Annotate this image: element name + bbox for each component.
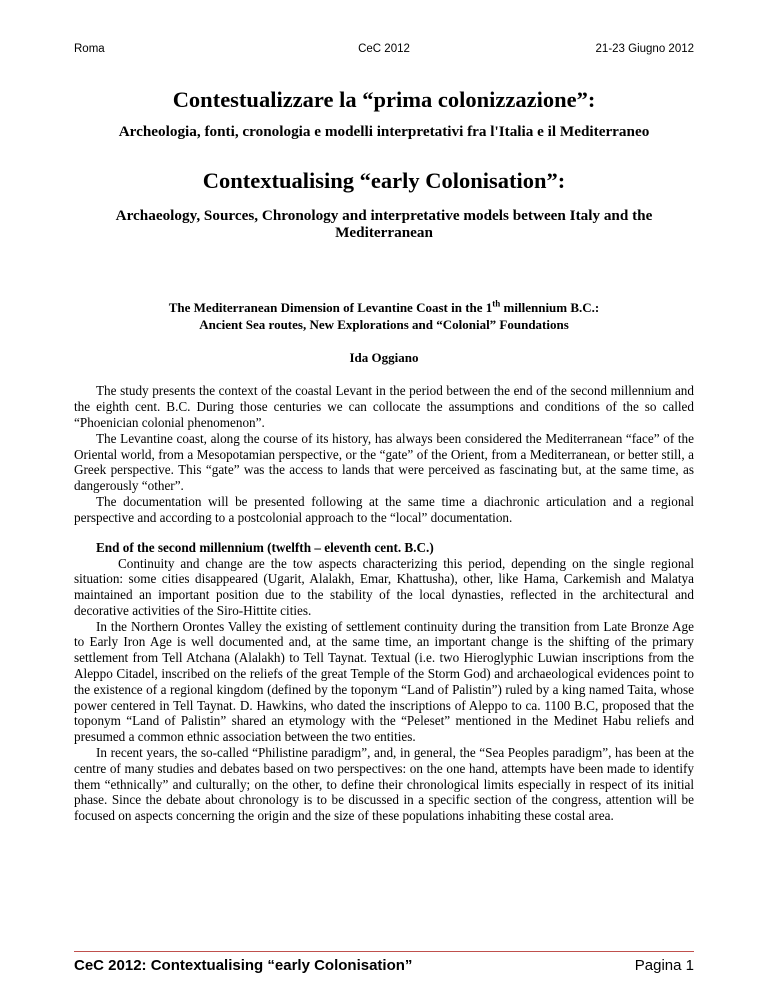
page-body bbox=[74, 86, 694, 824]
title-italian: Contestualizzare la “prima colonizzazione”: bbox=[172, 87, 596, 112]
author-name: Ida Oggiano bbox=[349, 350, 419, 366]
section-paragraph: In the Northern Orontes Valley the existing of settlement continuity during the transition from Late Bronze Age to Early Iron Age is well documented and, at the same time, an important change is the shifting of the primary settlement from Tell Atchana (Alalakh) to Tell Taynat. Textual (i.e. two Hieroglyphic Luwian inscriptions from the Aleppo Citadel, inscribed on the reliefs of the great Temple of the Storm God) and archaeological evidences point to the existence of a regional kingdom (defined by the toponym “Land of Palistin”) ruled by a king named Taita, whose power centered in Tell Taynat. D. Hawkins, who dated the inscriptions of Aleppo to ca. 1100 B.C, proposed that the toponym “Land of Palistin” shared an etymology with the “Peleset” mentioned in the Medinet Habu reliefs and presumed a common ethnic association between the two entities. bbox=[74, 618, 694, 745]
header-dates: 21-23 Giugno 2012 bbox=[595, 43, 694, 55]
title-english: Contextualising “early Colonisation”: bbox=[202, 168, 566, 193]
footer-page-number: Pagina 1 bbox=[634, 957, 694, 974]
paper-title-line2: Ancient Sea routes, New Explorations and “Colonial” Foundations bbox=[199, 317, 569, 333]
subtitle-italian: Archeologia, fonti, cronologia e modelli interpretativi fra l'Italia e il Mediterraneo bbox=[118, 123, 650, 140]
subtitle-english: Archaeology, Sources, Chronology and interpretative models between Italy and the Mediterranean bbox=[115, 207, 653, 241]
page-footer bbox=[74, 951, 694, 974]
paper-title-line1: The Mediterranean Dimension of Levantine Coast in the 1th millennium B.C.: bbox=[168, 299, 600, 316]
intro-paragraph: The study presents the context of the coastal Levant in the period between the end of the second millennium and the eighth cent. B.C. During those centuries we can collocate the assumptions and conditions of the so called “Phoenician colonial phenomenon”. bbox=[74, 383, 694, 430]
intro-paragraph: The Levantine coast, along the course of its history, has always been considered the Mediterranean “face” of the Oriental world, from a Mesopotamian perspective, or the “gate” of the Orient, from a Mediterranean, or better still, a Greek perspective. This “gate” was the access to lands that were perceived as fascinating but, at the same time, as dangerously “other”. bbox=[74, 430, 694, 494]
header-location: Roma bbox=[74, 43, 105, 55]
page-header bbox=[74, 43, 694, 59]
footer-title: CeC 2012: Contextualising “early Colonisation” bbox=[74, 957, 413, 974]
intro-paragraph: The documentation will be presented following at the same time a diachronic articulation and a regional perspective and according to a postcolonial approach to the “local” documentation. bbox=[74, 493, 694, 525]
section-end-second-millennium bbox=[74, 540, 694, 825]
introduction bbox=[74, 383, 694, 525]
paper-title bbox=[74, 296, 694, 333]
superscript-th: th bbox=[492, 299, 501, 309]
section-paragraph: Continuity and change are the tow aspects characterizing this period, depending on the single regional situation: some cities disappeared (Ugarit, Alalakh, Emar, Khattusha), other, like Hama, Carkemish and Malatya maintained an important position due to the stability of the local dynasties, reflected in the architectural and decorative activities of the Siro-Hittite cities. bbox=[74, 555, 694, 618]
header-conference: CeC 2012 bbox=[358, 43, 410, 55]
section-paragraph: In recent years, the so-called “Philistine paradigm”, and, in general, the “Sea Peoples paradigm”, has been at the centre of many studies and debates based on two perspectives: on the one hand, attempts have been made to identify them “ethnically” and culturally; on the other, to define their chronological limits especially in respect of its initial phase. Since the debate about chronology is to be discussed in a specific section of the congress, attention will be focused on aspects concerning the origin and the size of these populations inhabiting these costal area. bbox=[74, 745, 694, 824]
section-heading: End of the second millennium (twelfth – eleventh cent. B.C.) bbox=[96, 539, 434, 555]
